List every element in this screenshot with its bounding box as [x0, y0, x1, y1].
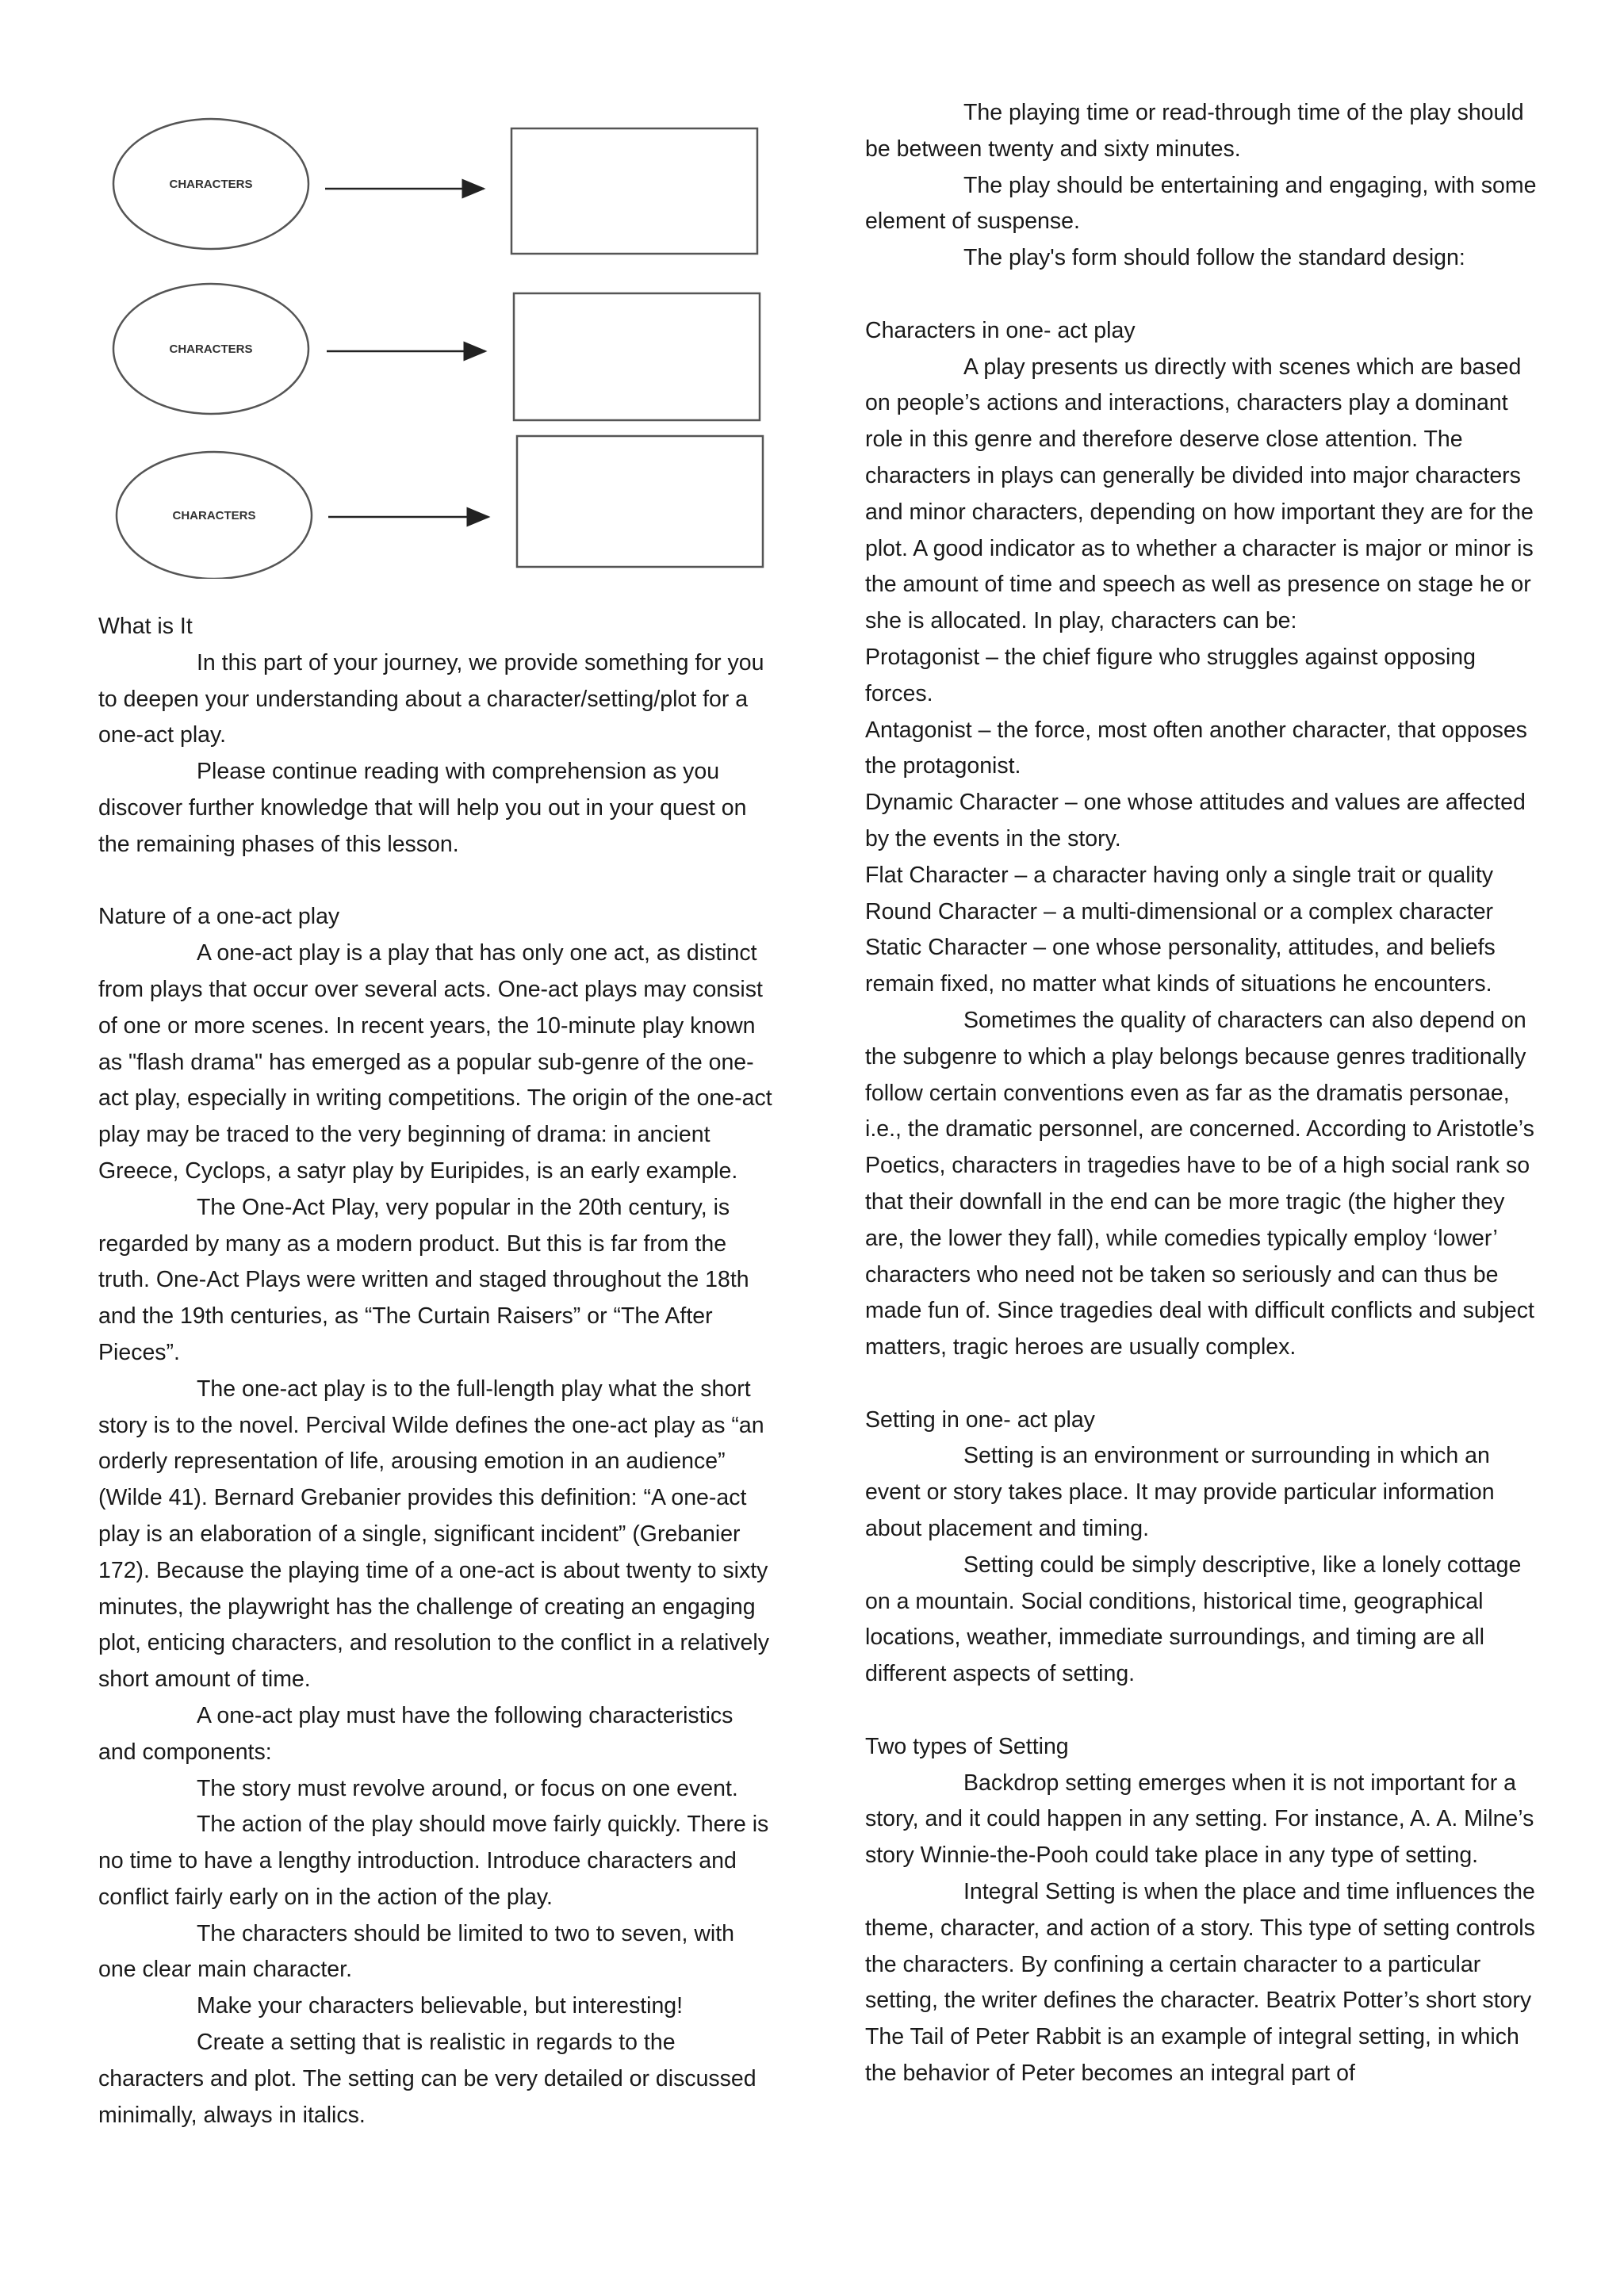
character-node-1-label: CHARACTERS: [169, 178, 253, 191]
character-node-2-label: CHARACTERS: [169, 342, 253, 356]
list-item: The play should be entertaining and engaging, with some element of suspense.: [865, 172, 1537, 235]
list-item: The playing time or read-through time of the play should be between twenty and sixty minutes.: [865, 100, 1524, 162]
definition-round: Round Character – a multi-dimensional or a complex character: [865, 898, 1494, 924]
characters-diagram: [111, 111, 769, 579]
definition-protagonist: Protagonist – the chief figure who struggles against opposing forces.: [865, 644, 1476, 706]
spacer: [865, 277, 1547, 313]
spacer: [865, 1693, 1547, 1729]
paragraph: Backdrop setting emerges when it is not important for a story, and it could happen in any setting. For instance, A. A. Milne’s story Winnie-the-Pooh could take place in any type of setting.: [865, 1770, 1534, 1869]
paragraph: In this part of your journey, we provide something for you to deepen your understanding about a character/setting/plot for a one-act play.: [98, 649, 764, 748]
characters-heading: Characters in one- act play: [865, 317, 1136, 343]
nature-heading: Nature of a one-act play: [98, 904, 340, 930]
answer-box-1: [511, 128, 757, 254]
setting-heading: Setting in one- act play: [865, 1406, 1095, 1433]
paragraph: A one-act play is a play that has only one act, as distinct from plays that occur over several acts. One-act plays may consist of one or more scenes. In recent years, the 10-minute play known as "flash drama" has emerged as a popular sub-genre of the one-act play, especially in writing competitions. The origin of the one-act play may be traced to the very beginning of drama: in ancient Greece, Cyclops, a satyr play by Euripides, is an early example.: [98, 940, 772, 1184]
setting-types-heading: Two types of Setting: [865, 1733, 1069, 1759]
paragraph: Sometimes the quality of characters can also depend on the subgenre to which a play belongs because genres traditionally follow certain conventions even as far as the dramatis personae, i.e., the dramatic personnel, are concerned. According to Aristotle’s Poetics, characters in tragedies have to be of a high social rank so that their downfall in the end can be more tragic (the higher they are, the lower they fall), while comedies typically employ ‘lower’ characters who need not be taken so seriously and can thus be made fun of. Since tragedies deal with difficult conflicts and subject matters, tragic heroes are usually complex.: [865, 1007, 1534, 1360]
list-item: The action of the play should move fairly quickly. There is no time to have a lengthy introduction. Introduce characters and conflict fairly early on in the action of the play.: [98, 1812, 769, 1910]
spacer: [865, 1366, 1547, 1402]
paragraph: A one-act play must have the following characteristics and components:: [98, 1702, 733, 1765]
list-item: The characters should be limited to two to seven, with one clear main character.: [98, 1920, 735, 1983]
paragraph: Setting could be simply descriptive, like a lonely cottage on a mountain. Social conditions, historical time, geographical locations, weather, immediate surroundings, and timing are all different aspects of setting.: [865, 1552, 1522, 1687]
paragraph: Integral Setting is when the place and time influences the theme, character, and action of a story. This type of setting controls the characters. By confining a certain character to a particular setting, the writer defines the character. Beatrix Potter’s short story The Tail of Peter Rabbit is an example of integral setting, in which the behavior of Peter becomes an integral part of: [865, 1879, 1535, 2087]
paragraph: Please continue reading with comprehension as you discover further knowledge that will help you out in your quest on the remaining phases of this lesson.: [98, 759, 747, 857]
what-is-it-heading: What is It: [98, 614, 193, 639]
definition-flat: Flat Character – a character having only a single trait or quality: [865, 862, 1494, 888]
right-column: [865, 95, 1547, 2092]
list-item: Make your characters believable, but interesting!: [197, 1993, 684, 2019]
list-item: The story must revolve around, or focus on one event.: [197, 1775, 738, 1801]
definition-static: Static Character – one whose personality, attitudes, and beliefs remain fixed, no matter what kinds of situations he encounters.: [865, 935, 1496, 997]
paragraph: The one-act play is to the full-length play what the short story is to the novel. Percival Wilde defines the one-act play as “an orderly representation of life, arousing emotion in an audience” (Wilde 41). Bernard Grebanier provides this definition: “A one-act play is an elaboration of a single, significant incident” (Grebanier 172). Because the playing time of a one-act is about twenty to sixty minutes, the playwright has the challenge of creating an engaging plot, enticing characters, and resolution to the conflict in a relatively short amount of time.: [98, 1376, 769, 1693]
definition-dynamic: Dynamic Character – one whose attitudes and values are affected by the events in the story.: [865, 790, 1526, 851]
spacer: [98, 863, 772, 900]
definition-antagonist: Antagonist – the force, most often another character, that opposes the protagonist.: [865, 717, 1527, 779]
list-item: Create a setting that is realistic in regards to the characters and plot. The setting can be very detailed or discussed minimally, always in italics.: [98, 2030, 756, 2128]
paragraph: A play presents us directly with scenes which are based on people’s actions and interactions, characters play a dominant role in this genre and therefore deserve close attention. The characters in plays can generally be divided into major characters and minor characters, depending on how important they are for the plot. A good indicator as to whether a character is major or minor is the amount of time and speech as well as presence on stage he or she is allocated. In play, characters can be:: [865, 354, 1534, 634]
character-node-3-label: CHARACTERS: [172, 509, 256, 522]
paragraph: Setting is an environment or surrounding in which an event or story takes place. It may provide particular information about placement and timing.: [865, 1443, 1495, 1542]
diagram-svg: [111, 111, 769, 579]
paragraph: The One-Act Play, very popular in the 20th century, is regarded by many as a modern product. But this is far from the truth. One-Act Plays were written and staged throughout the 18th and the 19th centuries, as “The Curtain Raisers” or “The After Pieces”.: [98, 1194, 749, 1365]
list-item: The play's form should follow the standard design:: [963, 245, 1465, 271]
answer-box-3: [517, 436, 763, 567]
answer-box-2: [514, 293, 760, 420]
